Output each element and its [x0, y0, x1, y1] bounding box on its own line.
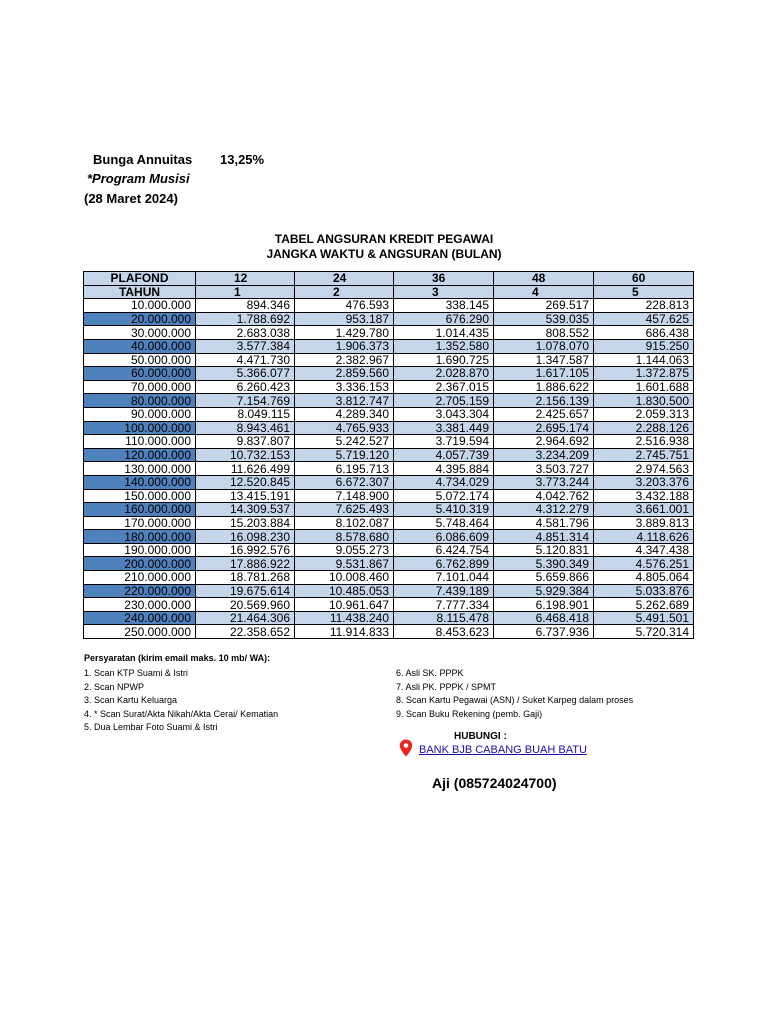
installment-cell: 20.569.960	[196, 598, 295, 612]
installment-cell: 22.358.652	[196, 625, 295, 639]
plafond-cell: 50.000.000	[84, 353, 196, 367]
table-row	[84, 367, 694, 381]
table-row	[84, 611, 694, 625]
plafond-cell: 10.000.000	[84, 299, 196, 313]
header-cell: 48	[494, 272, 594, 286]
installment-cell: 894.346	[196, 299, 295, 313]
installment-cell: 5.929.384	[494, 584, 594, 598]
plafond-cell: 130.000.000	[84, 462, 196, 476]
contact-person: Aji (085724024700)	[432, 775, 557, 791]
installment-cell: 1.617.105	[494, 367, 594, 381]
header-row-months	[84, 272, 694, 286]
installment-cell: 4.312.279	[494, 503, 594, 517]
installment-cell: 3.719.594	[394, 435, 494, 449]
installment-cell: 2.516.938	[594, 435, 694, 449]
installment-cell: 6.195.713	[295, 462, 394, 476]
installment-cell: 17.886.922	[196, 557, 295, 571]
installment-cell: 8.102.087	[295, 516, 394, 530]
installment-cell: 3.889.813	[594, 516, 694, 530]
installment-cell: 1.144.063	[594, 353, 694, 367]
plafond-cell: 120.000.000	[84, 448, 196, 462]
installment-cell: 11.914.833	[295, 625, 394, 639]
requirements-title: Persyaratan (kirim email maks. 10 mb/ WA):	[84, 653, 271, 663]
plafond-cell: 100.000.000	[84, 421, 196, 435]
installment-cell: 2.288.126	[594, 421, 694, 435]
installment-cell: 676.290	[394, 312, 494, 326]
installment-cell: 269.517	[494, 299, 594, 313]
installment-cell: 5.242.527	[295, 435, 394, 449]
bank-branch-link[interactable]: BANK BJB CABANG BUAH BATU	[419, 744, 587, 756]
installment-cell: 457.625	[594, 312, 694, 326]
plafond-cell: 70.000.000	[84, 380, 196, 394]
installment-cell: 12.520.845	[196, 475, 295, 489]
installment-cell: 5.033.876	[594, 584, 694, 598]
plafond-cell: 90.000.000	[84, 407, 196, 421]
installment-cell: 2.382.967	[295, 353, 394, 367]
plafond-cell: 80.000.000	[84, 394, 196, 408]
requirement-item: 2. Scan NPWP	[84, 681, 145, 692]
installment-cell: 6.737.936	[494, 625, 594, 639]
installment-cell: 10.008.460	[295, 571, 394, 585]
requirement-item: 1. Scan KTP Suami & Istri	[84, 668, 188, 678]
installment-cell: 915.250	[594, 339, 694, 353]
installment-cell: 8.578.680	[295, 530, 394, 544]
installment-cell: 808.552	[494, 326, 594, 340]
installment-cell: 1.014.435	[394, 326, 494, 340]
plafond-cell: 20.000.000	[84, 312, 196, 326]
header-cell: 2	[295, 285, 394, 299]
installment-cell: 3.773.244	[494, 475, 594, 489]
installment-cell: 5.491.501	[594, 611, 694, 625]
table-row	[84, 516, 694, 530]
installment-cell: 1.429.780	[295, 326, 394, 340]
requirement-item: 5. Dua Lembar Foto Suami & Istri	[84, 722, 218, 732]
table-row	[84, 435, 694, 449]
installment-cell: 4.118.626	[594, 530, 694, 544]
program-name: *Program Musisi	[87, 171, 190, 186]
installment-cell: 1.347.587	[494, 353, 594, 367]
installment-cell: 7.148.900	[295, 489, 394, 503]
table-row	[84, 299, 694, 313]
installment-cell: 2.028.870	[394, 367, 494, 381]
installment-cell: 2.859.560	[295, 367, 394, 381]
plafond-cell: 230.000.000	[84, 598, 196, 612]
table-row	[84, 489, 694, 503]
installment-cell: 5.262.689	[594, 598, 694, 612]
installment-cell: 8.943.461	[196, 421, 295, 435]
installment-cell: 3.432.188	[594, 489, 694, 503]
installment-cell: 7.777.334	[394, 598, 494, 612]
installment-cell: 2.964.692	[494, 435, 594, 449]
installment-cell: 228.813	[594, 299, 694, 313]
installment-cell: 2.425.657	[494, 407, 594, 421]
installment-cell: 6.672.307	[295, 475, 394, 489]
installment-cell: 1.372.875	[594, 367, 694, 381]
installment-cell: 2.695.174	[494, 421, 594, 435]
installment-cell: 2.156.139	[494, 394, 594, 408]
table-title: TABEL ANGSURAN KREDIT PEGAWAI	[274, 232, 494, 246]
installment-cell: 338.145	[394, 299, 494, 313]
header-cell: 4	[494, 285, 594, 299]
installment-cell: 4.851.314	[494, 530, 594, 544]
header-cell-label: TAHUN	[84, 285, 196, 299]
installment-cell: 13.415.191	[196, 489, 295, 503]
plafond-cell: 150.000.000	[84, 489, 196, 503]
installment-cell: 3.661.001	[594, 503, 694, 517]
table-row	[84, 312, 694, 326]
installment-cell: 3.577.384	[196, 339, 295, 353]
installment-cell: 7.625.493	[295, 503, 394, 517]
requirement-item: 9. Scan Buku Rekening (pemb. Gaji)	[396, 708, 543, 719]
table-row	[84, 584, 694, 598]
header-row-years	[84, 285, 694, 299]
installment-cell: 539.035	[494, 312, 594, 326]
installment-cell: 4.347.438	[594, 543, 694, 557]
requirements-list-left	[84, 667, 278, 735]
installment-cell: 3.203.376	[594, 475, 694, 489]
installment-cell: 5.659.866	[494, 571, 594, 585]
interest-label: Bunga Annuitas	[93, 152, 193, 167]
interest-rate: 13,25%	[220, 152, 265, 167]
installment-cell: 16.098.230	[196, 530, 295, 544]
plafond-cell: 160.000.000	[84, 503, 196, 517]
installment-cell: 5.120.831	[494, 543, 594, 557]
installment-cell: 7.439.189	[394, 584, 494, 598]
installment-cell: 5.748.464	[394, 516, 494, 530]
table-row	[84, 543, 694, 557]
plafond-cell: 40.000.000	[84, 339, 196, 353]
table-row	[84, 625, 694, 639]
plafond-cell: 110.000.000	[84, 435, 196, 449]
installment-cell: 21.464.306	[196, 611, 295, 625]
table-row	[84, 557, 694, 571]
installment-cell: 5.390.349	[494, 557, 594, 571]
installment-cell: 1.886.622	[494, 380, 594, 394]
table-row	[84, 571, 694, 585]
installment-cell: 4.471.730	[196, 353, 295, 367]
installment-cell: 4.057.739	[394, 448, 494, 462]
installment-cell: 14.309.537	[196, 503, 295, 517]
plafond-cell: 30.000.000	[84, 326, 196, 340]
installment-cell: 5.410.319	[394, 503, 494, 517]
installment-cell: 2.705.159	[394, 394, 494, 408]
header-cell: 36	[394, 272, 494, 286]
installment-cell: 6.468.418	[494, 611, 594, 625]
installment-cell: 2.683.038	[196, 326, 295, 340]
table-row	[84, 394, 694, 408]
installment-cell: 1.078.070	[494, 339, 594, 353]
installment-cell: 3.336.153	[295, 380, 394, 394]
plafond-cell: 200.000.000	[84, 557, 196, 571]
installment-cell: 19.675.614	[196, 584, 295, 598]
installment-cell: 953.187	[295, 312, 394, 326]
installment-cell: 2.745.751	[594, 448, 694, 462]
requirement-item: 4. * Scan Surat/Akta Nikah/Akta Cerai/ Kematian	[84, 708, 279, 719]
installment-table	[83, 271, 694, 639]
table-row	[84, 475, 694, 489]
effective-date: (28 Maret 2024)	[84, 191, 178, 206]
header-cell: 1	[196, 285, 295, 299]
installment-cell: 7.101.044	[394, 571, 494, 585]
installment-cell: 10.732.153	[196, 448, 295, 462]
table-row	[84, 598, 694, 612]
installment-cell: 4.734.029	[394, 475, 494, 489]
header-cell: 24	[295, 272, 394, 286]
installment-cell: 7.154.769	[196, 394, 295, 408]
table-row	[84, 530, 694, 544]
installment-cell: 4.395.884	[394, 462, 494, 476]
installment-cell: 4.289.340	[295, 407, 394, 421]
installment-cell: 4.581.796	[494, 516, 594, 530]
requirement-item: 8. Scan Kartu Pegawai (ASN) / Suket Karpeg dalam proses	[396, 695, 634, 705]
installment-cell: 3.503.727	[494, 462, 594, 476]
installment-cell: 3.043.304	[394, 407, 494, 421]
table-row	[84, 326, 694, 340]
plafond-cell: 210.000.000	[84, 571, 196, 585]
installment-cell: 10.961.647	[295, 598, 394, 612]
table-row	[84, 339, 694, 353]
installment-cell: 8.049.115	[196, 407, 295, 421]
location-pin-icon	[399, 739, 413, 757]
installment-cell: 3.812.747	[295, 394, 394, 408]
header-cell: 3	[394, 285, 494, 299]
installment-cell: 9.531.867	[295, 557, 394, 571]
table-row	[84, 462, 694, 476]
installment-cell: 11.626.499	[196, 462, 295, 476]
installment-cell: 6.198.901	[494, 598, 594, 612]
installment-cell: 5.366.077	[196, 367, 295, 381]
table-row	[84, 448, 694, 462]
header-cell-label: PLAFOND	[84, 272, 196, 286]
installment-cell: 1.690.725	[394, 353, 494, 367]
requirement-item: 7. Asli PK. PPPK / SPMT	[396, 681, 497, 692]
installment-cell: 2.367.015	[394, 380, 494, 394]
installment-cell: 6.424.754	[394, 543, 494, 557]
table-subtitle: JANGKA WAKTU & ANGSURAN (BULAN)	[266, 247, 502, 261]
installment-cell: 686.438	[594, 326, 694, 340]
requirements-list-right	[396, 667, 633, 721]
installment-cell: 15.203.884	[196, 516, 295, 530]
plafond-cell: 60.000.000	[84, 367, 196, 381]
installment-cell: 8.453.623	[394, 625, 494, 639]
plafond-cell: 190.000.000	[84, 543, 196, 557]
installment-cell: 1.788.692	[196, 312, 295, 326]
installment-cell: 6.086.609	[394, 530, 494, 544]
installment-cell: 5.072.174	[394, 489, 494, 503]
installment-cell: 3.234.209	[494, 448, 594, 462]
installment-cell: 4.805.064	[594, 571, 694, 585]
installment-cell: 2.059.313	[594, 407, 694, 421]
installment-cell: 9.055.273	[295, 543, 394, 557]
installment-cell: 11.438.240	[295, 611, 394, 625]
plafond-cell: 170.000.000	[84, 516, 196, 530]
installment-cell: 2.974.563	[594, 462, 694, 476]
installment-cell: 8.115.478	[394, 611, 494, 625]
header-cell: 60	[594, 272, 694, 286]
installment-cell: 6.260.423	[196, 380, 295, 394]
installment-cell: 10.485.053	[295, 584, 394, 598]
contact-label: HUBUNGI :	[454, 731, 507, 742]
installment-cell: 4.765.933	[295, 421, 394, 435]
installment-cell: 16.992.576	[196, 543, 295, 557]
installment-cell: 6.762.899	[394, 557, 494, 571]
installment-cell: 476.593	[295, 299, 394, 313]
installment-cell: 9.837.807	[196, 435, 295, 449]
installment-cell: 1.906.373	[295, 339, 394, 353]
installment-cell: 1.830.500	[594, 394, 694, 408]
installment-cell: 18.781.268	[196, 571, 295, 585]
plafond-cell: 220.000.000	[84, 584, 196, 598]
installment-cell: 4.042.762	[494, 489, 594, 503]
table-row	[84, 407, 694, 421]
installment-cell: 5.720.314	[594, 625, 694, 639]
header-cell: 12	[196, 272, 295, 286]
table-row	[84, 380, 694, 394]
requirement-item: 3. Scan Kartu Keluarga	[84, 695, 178, 705]
table-row	[84, 353, 694, 367]
installment-cell: 1.601.688	[594, 380, 694, 394]
table-row	[84, 503, 694, 517]
plafond-cell: 140.000.000	[84, 475, 196, 489]
installment-cell: 1.352.580	[394, 339, 494, 353]
installment-cell: 3.381.449	[394, 421, 494, 435]
header-cell: 5	[594, 285, 694, 299]
plafond-cell: 250.000.000	[84, 625, 196, 639]
installment-cell: 4.576.251	[594, 557, 694, 571]
table-row	[84, 421, 694, 435]
plafond-cell: 180.000.000	[84, 530, 196, 544]
requirement-item: 6. Asli SK. PPPK	[396, 668, 464, 678]
installment-cell: 5.719.120	[295, 448, 394, 462]
plafond-cell: 240.000.000	[84, 611, 196, 625]
